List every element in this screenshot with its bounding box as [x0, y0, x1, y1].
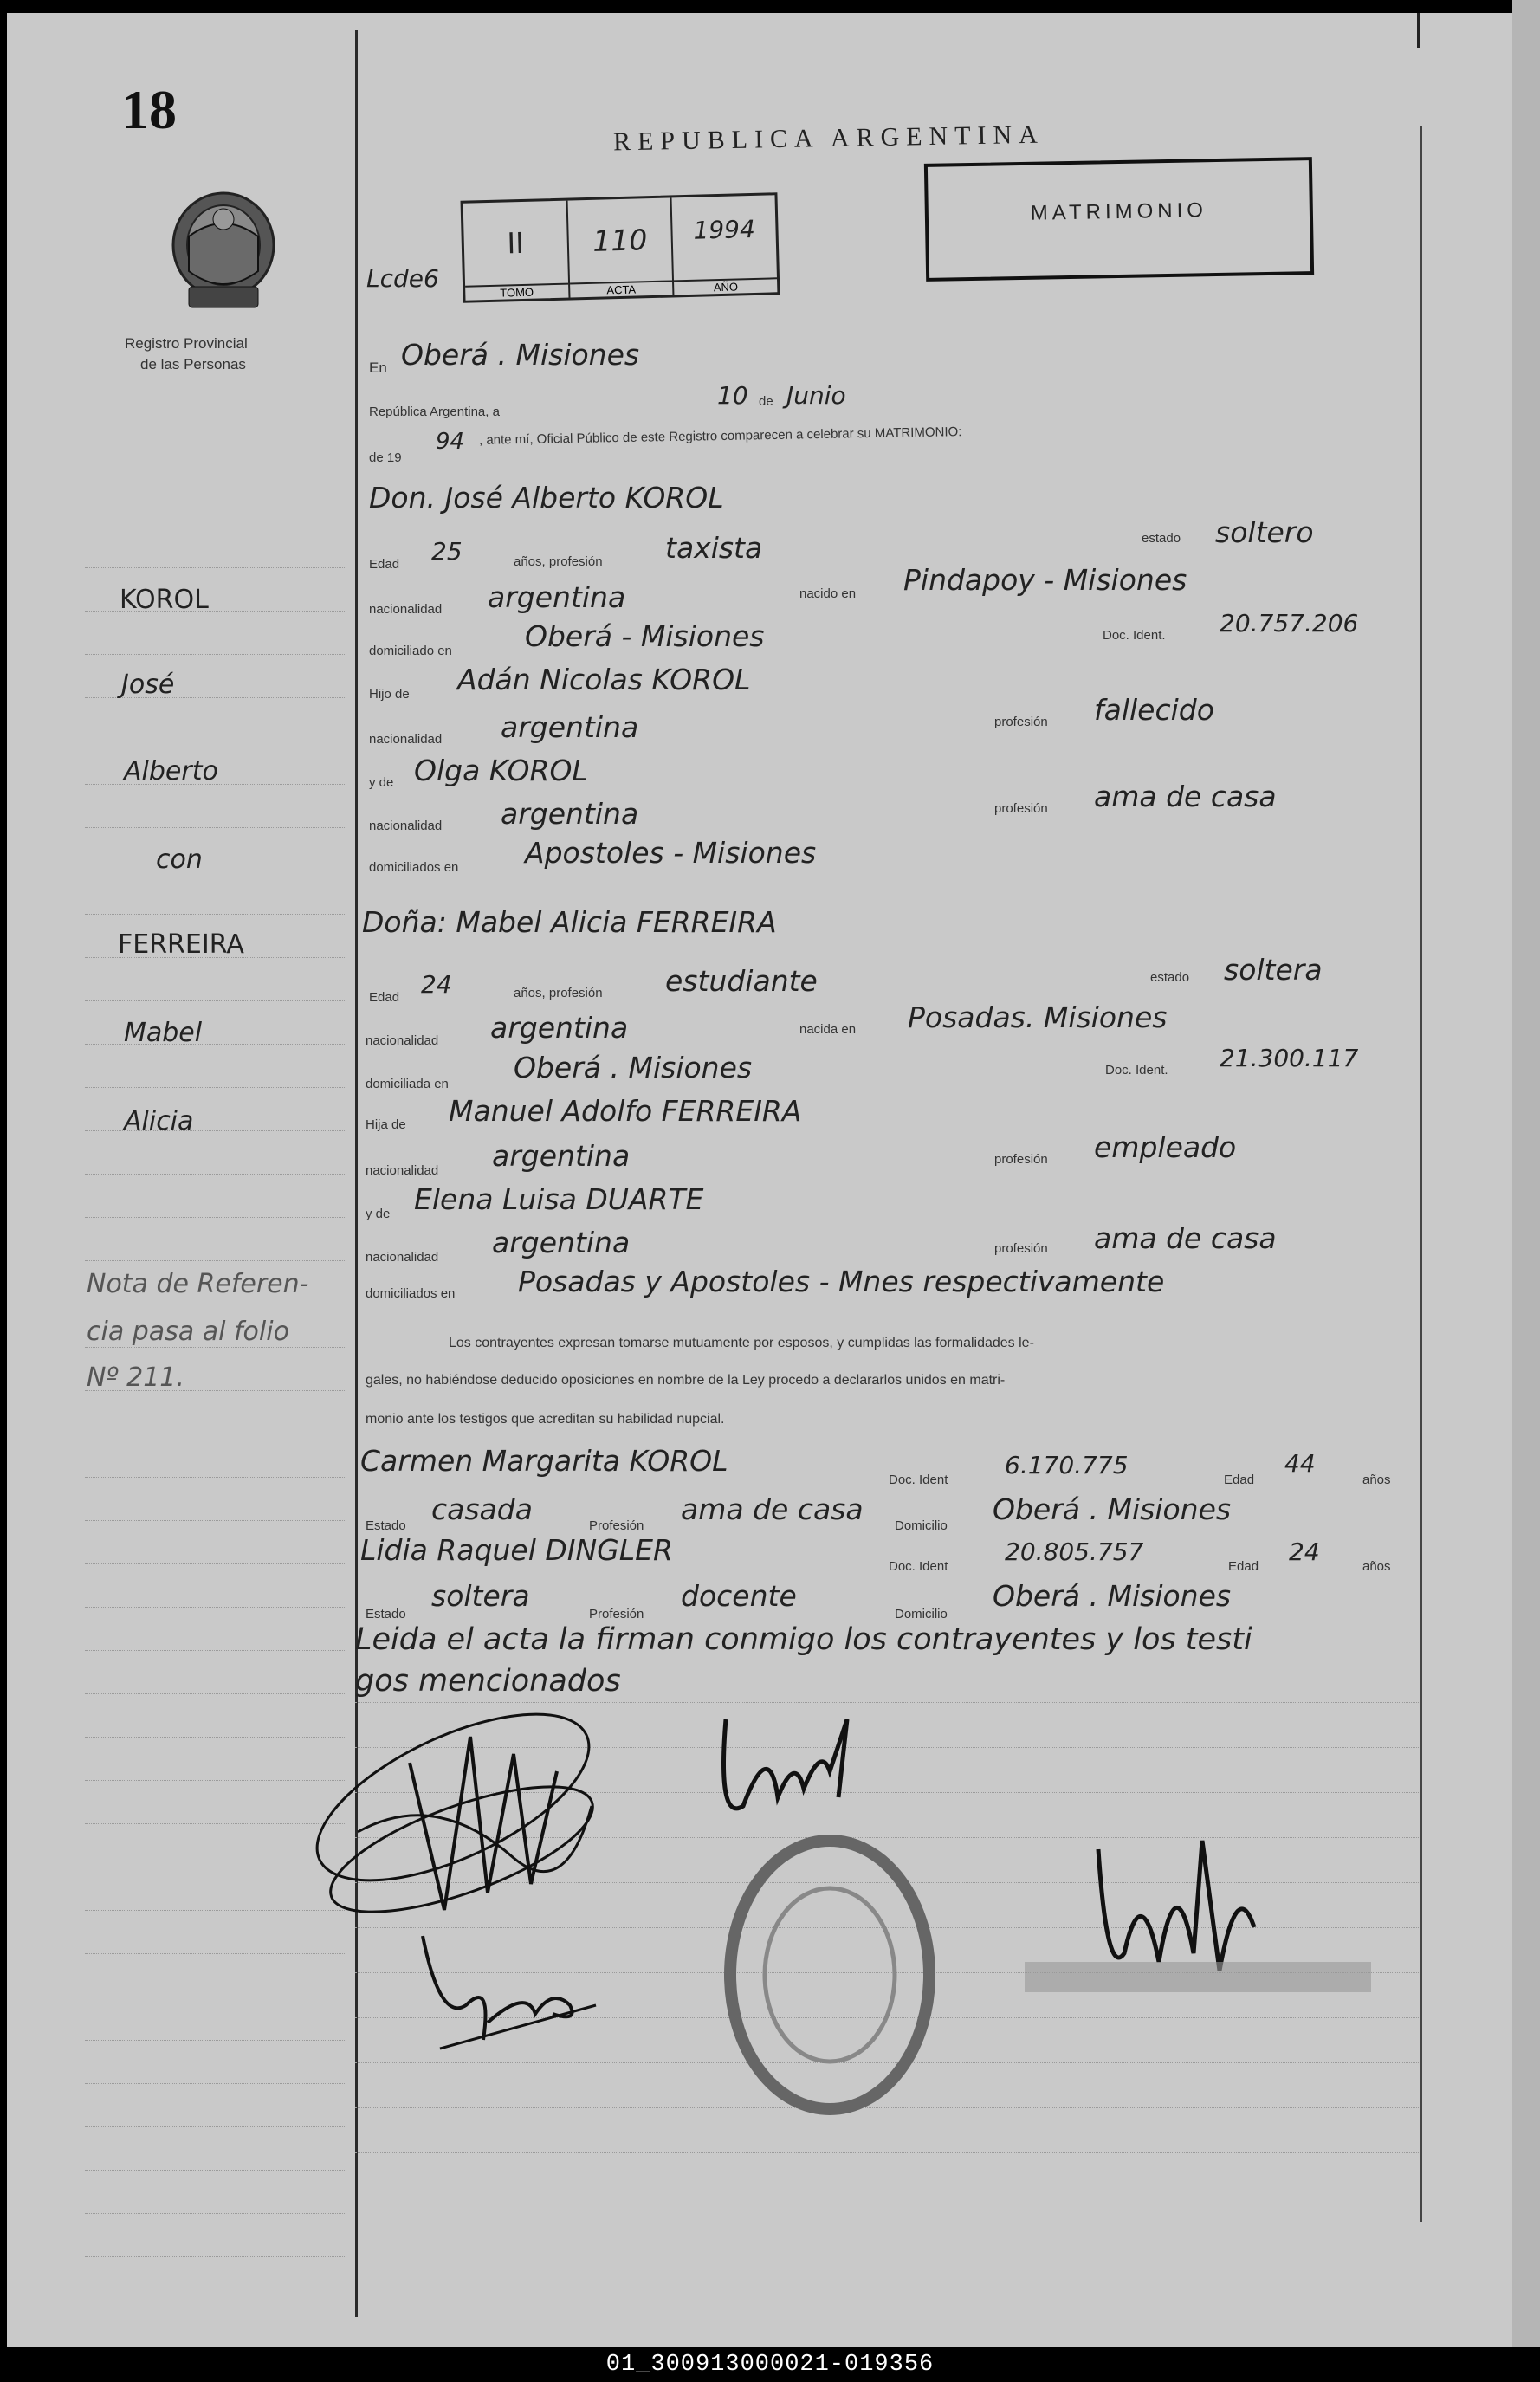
sidebar-rule	[85, 1563, 345, 1564]
page-number: 18	[121, 79, 177, 140]
label-domiciliados-en: domiciliados en	[369, 860, 459, 875]
witness-estado: casada	[431, 1492, 533, 1526]
label-anos-profesion: años, profesión	[514, 554, 603, 569]
place-city: Oberá . Misiones	[401, 338, 640, 372]
sidebar-rule	[85, 1174, 345, 1175]
label-anos-profesion: años, profesión	[514, 986, 603, 1000]
sidebar-rule	[85, 2256, 345, 2257]
label-anos: años	[1362, 1473, 1391, 1487]
coat-of-arms-emblem	[163, 184, 284, 314]
groom-madre: Olga KOROL	[414, 754, 588, 787]
sidebar-rule	[85, 1217, 345, 1218]
place-year: 94	[436, 429, 465, 455]
closing-line: gos mencionados	[355, 1664, 621, 1699]
sidebar-rule	[85, 567, 345, 568]
bride-madre: Elena Luisa DUARTE	[414, 1182, 704, 1216]
tomo-cell	[463, 201, 571, 301]
label-edad: Edad	[369, 990, 400, 1005]
label-republica: República Argentina, a	[369, 405, 500, 419]
country-title: REPUBLICA ARGENTINA	[612, 120, 1045, 157]
label-nacionalidad: nacionalidad	[366, 1163, 439, 1178]
closing-line: Leida el acta la firman conmigo los contrayentes y los testi	[355, 1622, 1252, 1657]
groom-domicilio: Oberá - Misiones	[525, 619, 765, 653]
registry-name-line1: Registro Provincial	[125, 335, 248, 352]
legal-text-line: Los contrayentes expresan tomarse mutuamente por esposos, y cumplidas las formalidades le-	[449, 1336, 1034, 1350]
label-nacido-en: nacido en	[799, 586, 857, 601]
bride-edad: 24	[421, 970, 452, 999]
sidebar-rule	[85, 1347, 345, 1348]
sidebar-name: Mabel	[124, 1018, 203, 1048]
groom-padre-nac: argentina	[501, 710, 639, 744]
sidebar-note-line: cia pasa al folio	[87, 1317, 289, 1347]
registry-name-line2: de las Personas	[140, 356, 246, 372]
label-estado: Estado	[366, 1607, 406, 1621]
right-border	[1420, 126, 1422, 2222]
record-type: MATRIMONIO	[1030, 198, 1208, 225]
sidebar-rule	[85, 2213, 345, 2214]
witness-domicilio: Oberá . Misiones	[993, 1492, 1232, 1526]
bride-padre-nac: argentina	[492, 1139, 631, 1173]
label-domicilio: Domicilio	[895, 1607, 948, 1621]
witness-profesion: ama de casa	[681, 1492, 864, 1526]
label-doc-ident: Doc. Ident.	[1103, 628, 1166, 643]
witness-name: Carmen Margarita KOROL	[360, 1444, 728, 1478]
bride-name: Doña: Mabel Alicia FERREIRA	[362, 905, 777, 939]
place-month: Junio	[786, 381, 846, 410]
tomo-label: TOMO	[465, 283, 568, 301]
groom-madre-prof: ama de casa	[1094, 780, 1277, 813]
groom-doc: 20.757.206	[1220, 609, 1359, 638]
record-type-box	[924, 157, 1314, 282]
margin-line	[355, 30, 358, 2317]
sidebar-rule	[85, 1477, 345, 1478]
label-edad: Edad	[1224, 1473, 1255, 1487]
official-seal-stamp	[721, 1832, 938, 2118]
tomo-acta-box	[461, 192, 780, 303]
label-nacionalidad: nacionalidad	[369, 732, 443, 747]
bride-madre-nac: argentina	[492, 1226, 631, 1259]
label-doc-ident: Doc. Ident	[889, 1473, 948, 1487]
footer-id: 01_300913000021-019356	[0, 2347, 1540, 2382]
label-ante: , ante mí, Oficial Público de este Registro comparecen a celebrar su MATRIMONIO:	[478, 424, 962, 448]
legal-text-line: monio ante los testigos que acreditan su habilidad nupcial.	[366, 1412, 725, 1427]
label-y-de: y de	[366, 1207, 391, 1221]
acta-label: ACTA	[570, 280, 673, 297]
witness-name: Lidia Raquel DINGLER	[360, 1533, 673, 1567]
acta-cell	[567, 197, 675, 297]
acta-value: 110	[592, 223, 648, 258]
label-hija-de: Hija de	[366, 1117, 406, 1132]
sidebar-name: José	[121, 670, 175, 700]
label-de19: de 19	[369, 450, 402, 465]
sidebar-name: Alberto	[124, 756, 218, 786]
label-estado: estado	[1142, 531, 1181, 546]
label-y-de: y de	[369, 775, 394, 790]
label-nacionalidad: nacionalidad	[369, 602, 443, 617]
sidebar-rule	[85, 2126, 345, 2127]
label-nacionalidad: nacionalidad	[366, 1250, 439, 1265]
top-tick	[1417, 13, 1420, 48]
sidebar-rule	[85, 1000, 345, 1001]
groom-estado: soltero	[1215, 515, 1314, 549]
sidebar-rule	[85, 1650, 345, 1651]
label-estado: estado	[1150, 970, 1190, 985]
label-hijo-de: Hijo de	[369, 687, 410, 702]
sidebar-rule	[85, 1087, 345, 1088]
ano-value: 1994	[693, 214, 756, 245]
groom-padre: Adán Nicolas KOROL	[457, 663, 751, 696]
ano-label: AÑO	[674, 277, 777, 295]
sidebar-note-line: Nota de Referen-	[87, 1269, 309, 1299]
sidebar-rule	[85, 827, 345, 828]
bride-madre-prof: ama de casa	[1094, 1221, 1277, 1255]
ano-cell	[672, 195, 778, 295]
sidebar-rule	[85, 2040, 345, 2041]
bride-padre-prof: empleado	[1094, 1130, 1237, 1164]
witness-estado: soltera	[431, 1579, 530, 1613]
sidebar-name: KOROL	[120, 585, 209, 615]
label-profesion: profesión	[994, 1152, 1048, 1167]
label-nacionalidad: nacionalidad	[366, 1033, 439, 1048]
sidebar-name: Alicia	[124, 1106, 194, 1136]
official-name-stamp	[1025, 1962, 1371, 1992]
label-en: En	[369, 359, 387, 376]
bride-doc: 21.300.117	[1220, 1044, 1359, 1072]
groom-nacido: Pindapoy - Misiones	[903, 563, 1187, 597]
label-doc-ident: Doc. Ident.	[1105, 1063, 1168, 1078]
witness-edad: 24	[1289, 1537, 1320, 1566]
signature-witness-1	[717, 1702, 873, 1841]
label-domicilio: Domicilio	[895, 1518, 948, 1533]
bride-padre: Manuel Adolfo FERREIRA	[449, 1094, 802, 1128]
groom-padre-prof: fallecido	[1094, 693, 1214, 727]
label-profesion: Profesión	[589, 1607, 644, 1621]
label-profesion: profesión	[994, 715, 1048, 729]
legal-text-line: gales, no habiéndose deducido oposiciones en nombre de la Ley procedo a declararlos unidos en matri-	[366, 1373, 1006, 1388]
place-day: 10	[717, 381, 748, 410]
witness-profesion: docente	[681, 1579, 797, 1613]
bride-profesion: estudiante	[665, 964, 818, 998]
bride-estado: soltera	[1224, 953, 1323, 987]
label-nacionalidad: nacionalidad	[369, 819, 443, 833]
label-estado: Estado	[366, 1518, 406, 1533]
label-profesion: profesión	[994, 801, 1048, 816]
label-nacida-en: nacida en	[799, 1022, 857, 1037]
groom-nacionalidad: argentina	[488, 580, 626, 614]
sidebar-rule	[85, 914, 345, 915]
bride-nacionalidad: argentina	[490, 1011, 629, 1045]
register-page	[7, 13, 1512, 2347]
tomo-value: II	[506, 225, 525, 261]
label-profesion: profesión	[994, 1241, 1048, 1256]
groom-edad: 25	[431, 537, 463, 566]
groom-madre-nac: argentina	[501, 797, 639, 831]
witness-doc: 20.805.757	[1005, 1537, 1144, 1566]
label-de: de	[759, 394, 773, 409]
sidebar-rule	[85, 2083, 345, 2084]
sidebar-note-line: Nº 211.	[87, 1363, 184, 1393]
bride-nacida: Posadas. Misiones	[908, 1000, 1168, 1034]
body-rule	[355, 2152, 1420, 2153]
sidebar-rule	[85, 1260, 345, 1261]
box-prefix: Lcde6	[366, 264, 439, 293]
groom-profesion: taxista	[665, 531, 763, 565]
label-domiciliado-en: domiciliado en	[369, 644, 452, 658]
groom-name: Don. José Alberto KOROL	[369, 481, 724, 515]
label-domiciliados-en: domiciliados en	[366, 1286, 456, 1301]
label-anos: años	[1362, 1559, 1391, 1574]
label-doc-ident: Doc. Ident	[889, 1559, 948, 1574]
bride-padres-domicilio: Posadas y Apostoles - Mnes respectivamente	[518, 1265, 1165, 1298]
label-profesion: Profesión	[589, 1518, 644, 1533]
label-domiciliada-en: domiciliada en	[366, 1077, 449, 1091]
sidebar-name: con	[156, 845, 203, 875]
witness-doc: 6.170.775	[1005, 1451, 1129, 1479]
witness-domicilio: Oberá . Misiones	[993, 1579, 1232, 1613]
adjacent-page-edge	[1512, 0, 1540, 2347]
witness-edad: 44	[1284, 1449, 1316, 1478]
bride-domicilio: Oberá . Misiones	[514, 1051, 753, 1084]
label-edad: Edad	[1228, 1559, 1259, 1574]
sidebar-rule	[85, 1520, 345, 1521]
sidebar-name: FERREIRA	[118, 929, 244, 960]
sidebar-rule	[85, 2170, 345, 2171]
sidebar-rule	[85, 1607, 345, 1608]
sidebar-rule	[85, 654, 345, 655]
groom-padres-domicilio: Apostoles - Misiones	[525, 836, 817, 870]
label-edad: Edad	[369, 557, 400, 572]
signature-bride	[405, 1919, 605, 2057]
